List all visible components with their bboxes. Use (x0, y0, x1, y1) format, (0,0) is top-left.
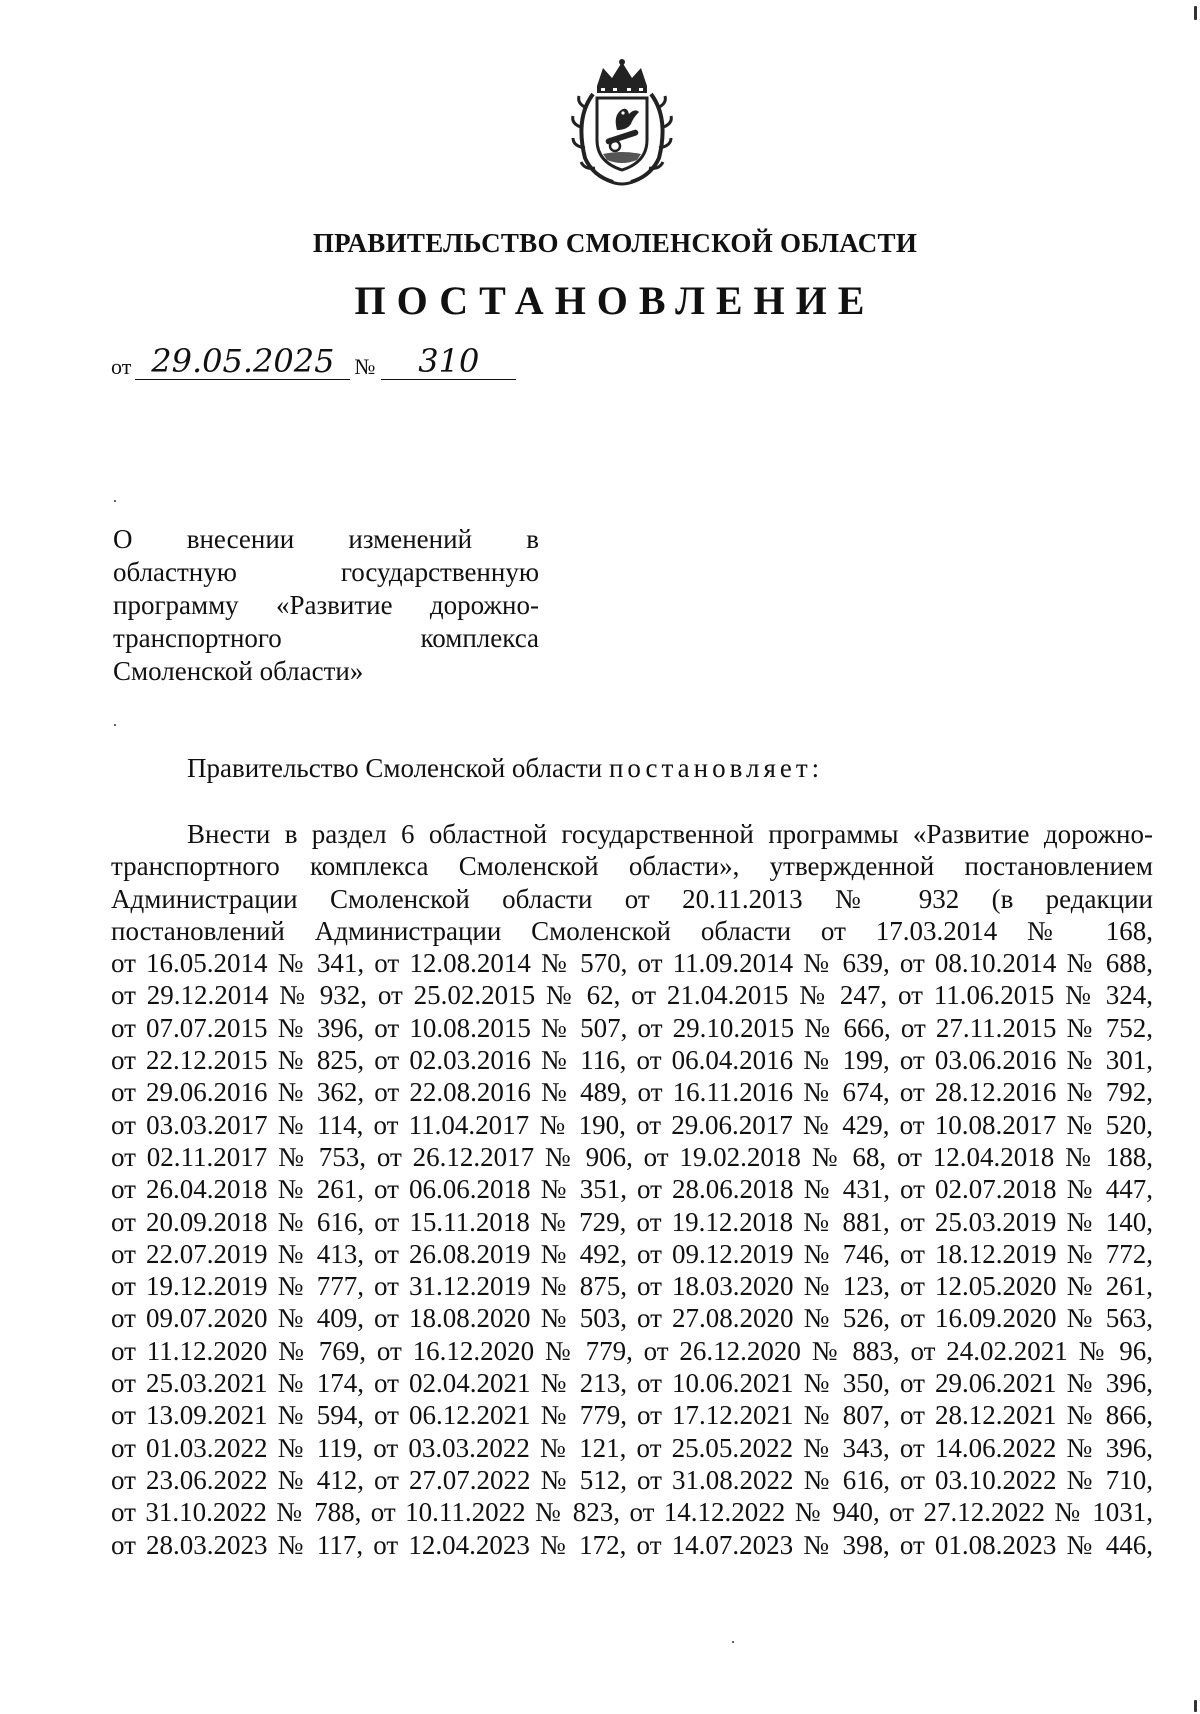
body-line: от 11.12.2020 № 769, от 16.12.2020 № 779, от 26.12.2020 № 883, от 24.02.2021 № 96, (111, 1335, 1153, 1366)
subject-line: программу «Развитие дорожно- (113, 590, 539, 620)
body-line: от 22.12.2015 № 825, от 02.03.2016 № 116, от 06.04.2016 № 199, от 03.06.2016 № 301, (111, 1045, 1153, 1076)
subject-line: транспортного комплекса (113, 623, 539, 653)
from-label: от (111, 354, 132, 379)
body-line: транспортного комплекса Смоленской области», утвержденной постановлением (111, 851, 1153, 882)
handwritten-number: 310 (381, 343, 516, 380)
body-line: от 03.03.2017 № 114, от 11.04.2017 № 190, от 29.06.2017 № 429, от 10.08.2017 № 520, (111, 1109, 1153, 1140)
body-line: от 09.07.2020 № 409, от 18.08.2020 № 503, от 27.08.2020 № 526, от 16.09.2020 № 563, (111, 1303, 1153, 1334)
body-line: от 01.03.2022 № 119, от 03.03.2022 № 121, от 25.05.2022 № 343, от 14.06.2022 № 396, (111, 1432, 1153, 1463)
body-line: от 29.12.2014 № 932, от 25.02.2015 № 62, от 21.04.2015 № 247, от 11.06.2015 № 324, (111, 980, 1153, 1011)
date-number-line (111, 343, 516, 380)
body-line: Администрации Смоленской области от 20.11.2013 № 932 (в редакции (111, 883, 1153, 914)
number-label: № (354, 354, 376, 379)
body-line: от 29.06.2016 № 362, от 22.08.2016 № 489, от 16.11.2016 № 674, от 28.12.2016 № 792, (111, 1077, 1153, 1108)
body-line: от 25.03.2021 № 174, от 02.04.2021 № 213, от 10.06.2021 № 350, от 29.06.2021 № 396, (111, 1368, 1153, 1399)
subject-line: О внесении изменений в (113, 524, 539, 554)
subject-line: Смоленской области» (113, 656, 364, 686)
body-line: от 02.11.2017 № 753, от 26.12.2017 № 906, от 19.02.2018 № 68, от 12.04.2018 № 188, (111, 1141, 1153, 1172)
body-line: от 26.04.2018 № 261, от 06.06.2018 № 351, от 28.06.2018 № 431, от 02.07.2018 № 447, (111, 1174, 1153, 1205)
decree-verb: постановляет: (608, 753, 824, 783)
body-line: от 19.12.2019 № 777, от 31.12.2019 № 875, от 18.03.2020 № 123, от 12.05.2020 № 261, (111, 1271, 1153, 1302)
body-line: от 20.09.2018 № 616, от 15.11.2018 № 729, от 19.12.2018 № 881, от 25.03.2019 № 140, (111, 1206, 1153, 1237)
body-line: от 28.03.2023 № 117, от 12.04.2023 № 172, от 14.07.2023 № 398, от 01.08.2023 № 446, (111, 1529, 1153, 1560)
organization-title: ПРАВИТЕЛЬСТВО СМОЛЕНСКОЙ ОБЛАСТИ (312, 228, 918, 258)
scan-edge-mark (1194, 6, 1197, 20)
scan-speck (114, 500, 116, 502)
body-paragraph (111, 818, 1153, 1561)
scan-edge-mark (1194, 1700, 1197, 1712)
decree-line (187, 753, 823, 784)
body-line: Внести в раздел 6 областной государственной программы «Развитие дорожно- (187, 819, 1153, 849)
body-line: от 07.07.2015 № 396, от 10.08.2015 № 507, от 29.10.2015 № 666, от 27.11.2015 № 752, (111, 1012, 1153, 1043)
smolensk-coat-of-arms-icon (557, 58, 687, 188)
body-line: от 22.07.2019 № 413, от 26.08.2019 № 492, от 09.12.2019 № 746, от 18.12.2019 № 772, (111, 1238, 1153, 1269)
document-type-title: ПОСТАНОВЛЕНИЕ (354, 278, 876, 323)
subject-line: областную государственную (113, 557, 539, 587)
subject-block (113, 523, 539, 688)
body-line: от 13.09.2021 № 594, от 06.12.2021 № 779, от 17.12.2021 № 807, от 28.12.2021 № 866, (111, 1400, 1153, 1431)
scan-speck (114, 724, 116, 726)
body-line: от 31.10.2022 № 788, от 10.11.2022 № 823, от 14.12.2022 № 940, от 27.12.2022 № 1031, (111, 1497, 1153, 1528)
body-line: постановлений Администрации Смоленской области от 17.03.2014 № 168, (111, 915, 1153, 946)
decree-lead: Правительство Смоленской области (187, 753, 609, 783)
body-line: от 16.05.2014 № 341, от 12.08.2014 № 570, от 11.09.2014 № 639, от 08.10.2014 № 688, (111, 948, 1153, 979)
handwritten-date: 29.05.2025 (135, 343, 350, 380)
body-line: от 23.06.2022 № 412, от 27.07.2022 № 512, от 31.08.2022 № 616, от 03.10.2022 № 710, (111, 1464, 1153, 1495)
scan-speck (732, 1641, 734, 1643)
